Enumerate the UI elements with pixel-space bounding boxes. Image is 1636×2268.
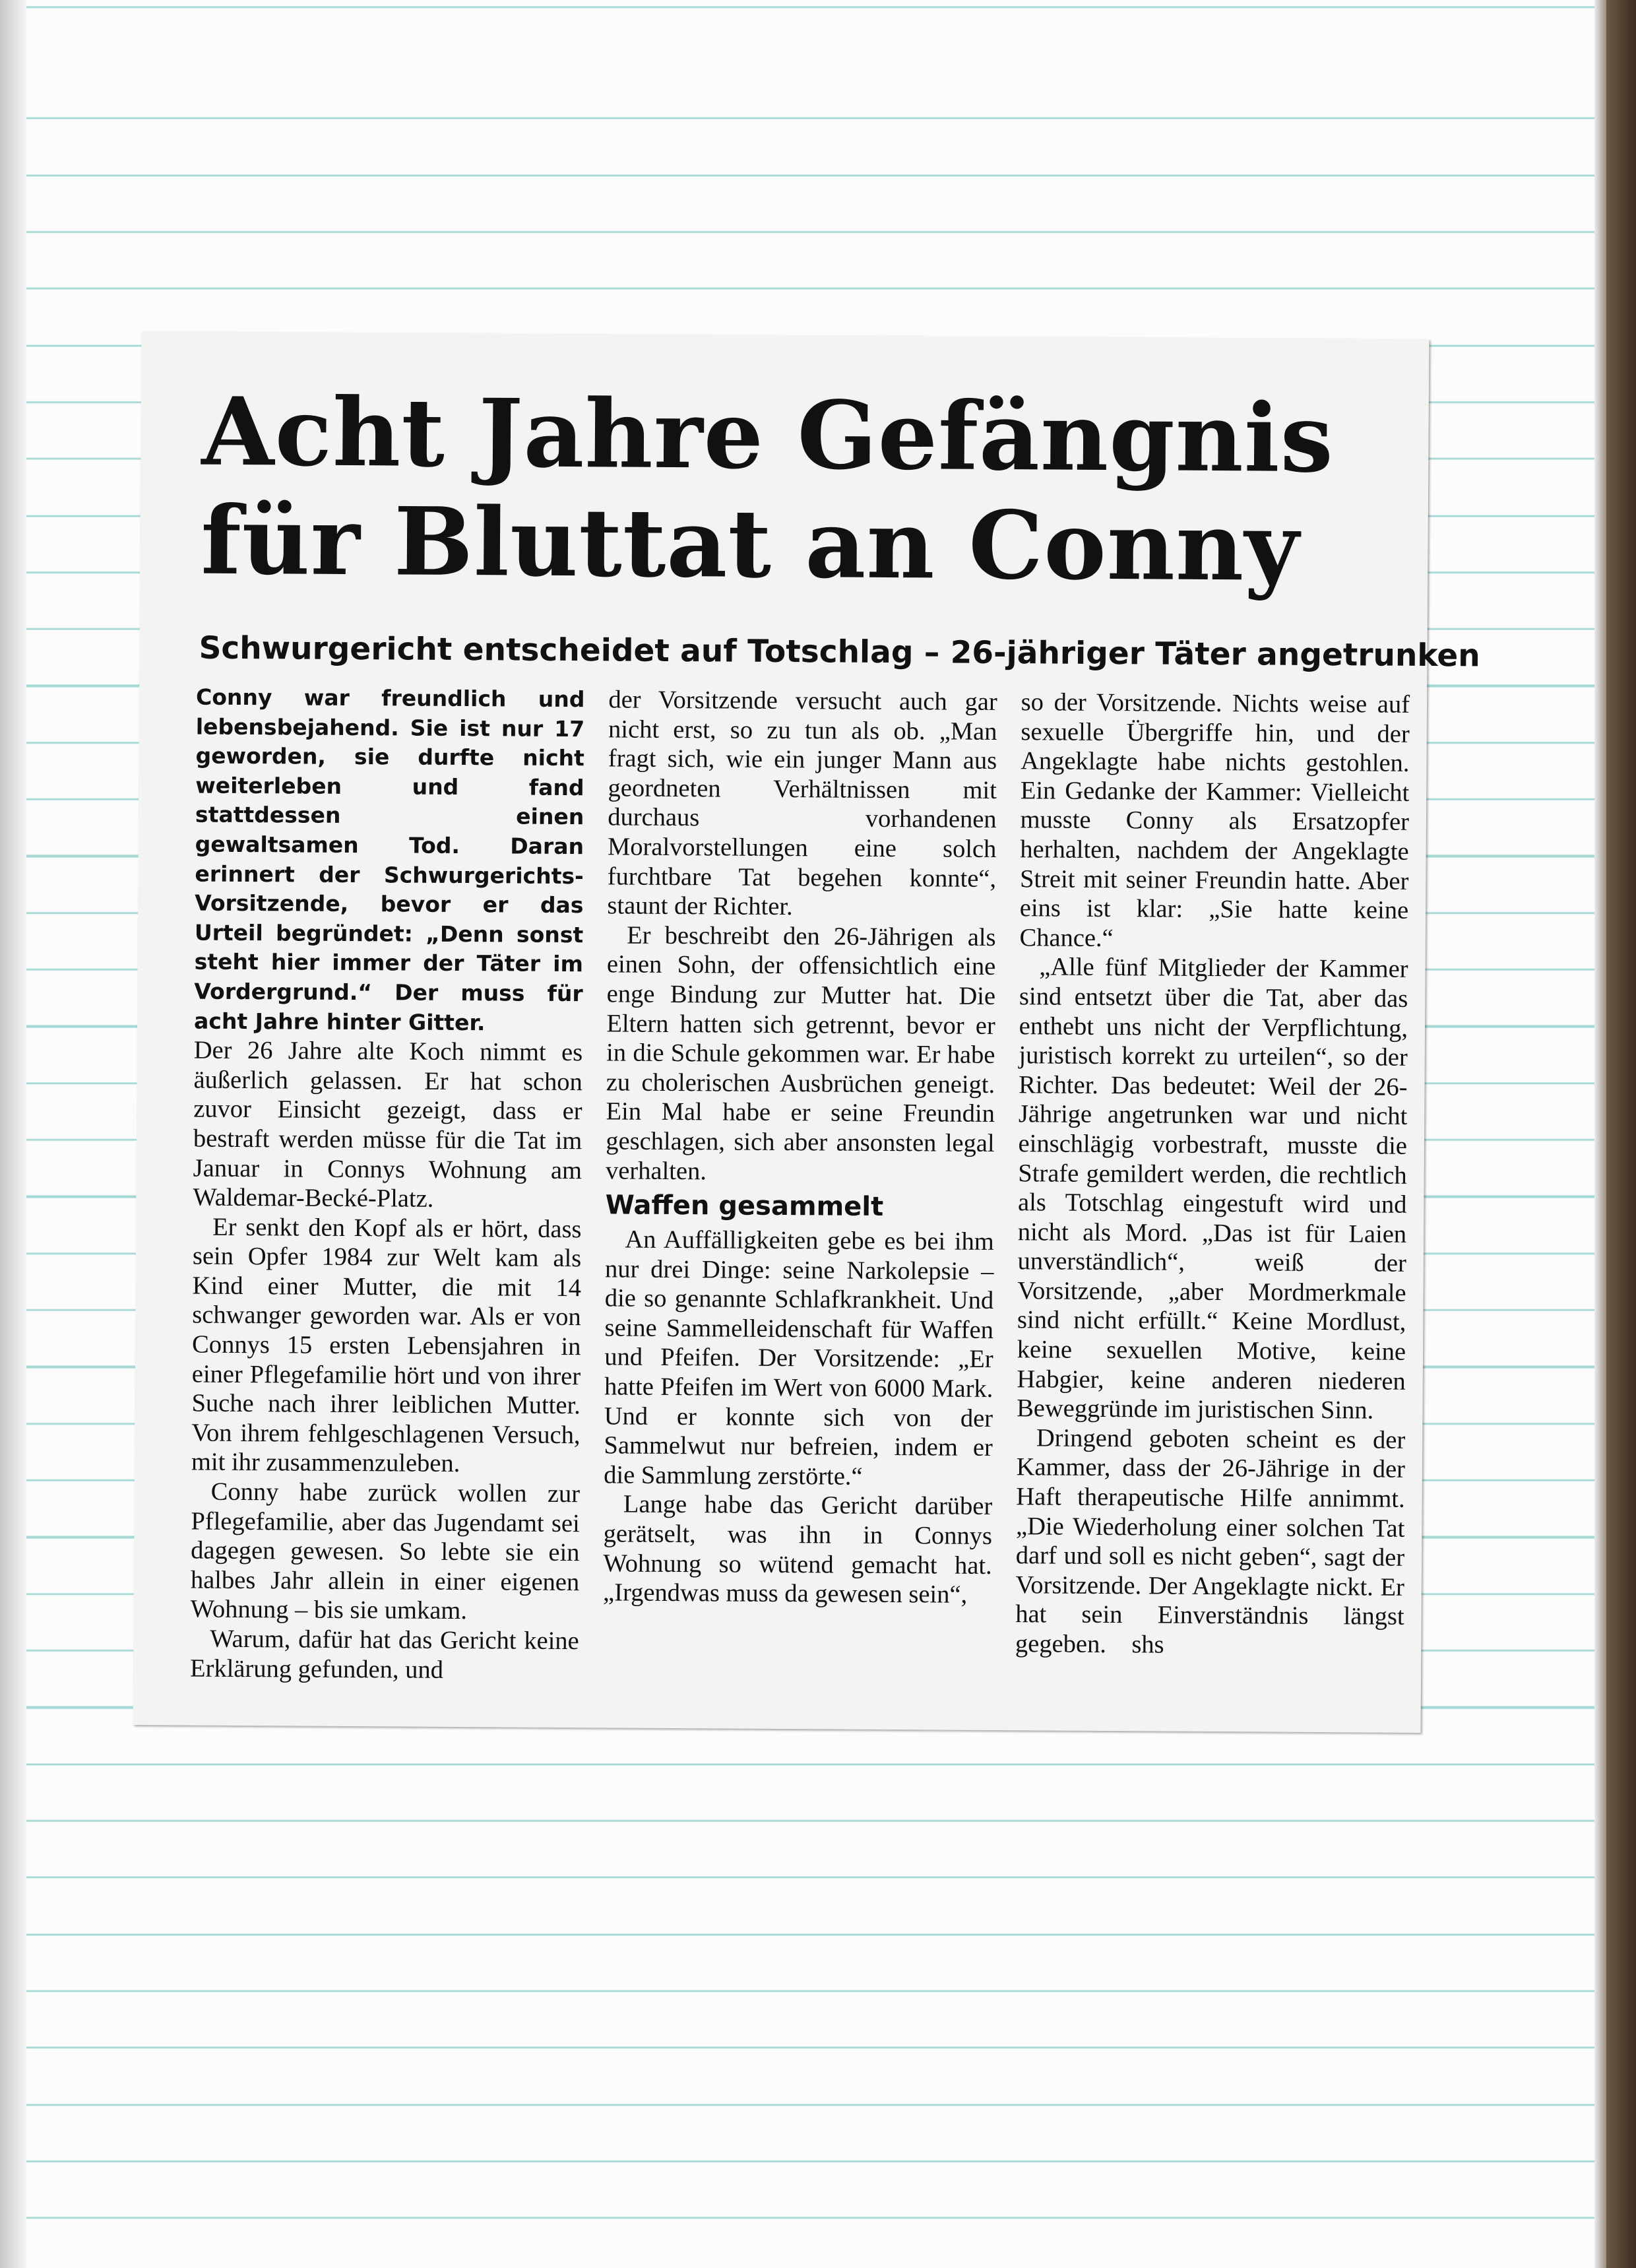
article-columns [190, 683, 1410, 1720]
byline: shs [1131, 1631, 1164, 1659]
paragraph: Der 26 Jahre alte Koch nimmt es äußerlich gelassen. Er hat schon zuvor Einsicht gezeigt, dass er bestraft werden müsse für die Tat im Januar in Connys Wohnung am Waldemar-Becké-Platz. [193, 1036, 583, 1213]
headline [201, 378, 1402, 603]
lead-paragraph: Conny war freundlich und lebensbejahend. Sie ist nur 17 geworden, sie durfte nicht weiterleben und fand stattdessen einen gewaltsamen Tod. Daran erinnert der Schwurgerichts-Vorsitzende, bevor er das Urteil begründet: „Denn sonst steht hier immer der Täter im Vordergrund.“ Der muss für acht Jahre hinter Gitter. [193, 684, 585, 1035]
paragraph: Lange habe das Gericht darüber gerätselt, was ihn in Connys Wohnung so wütend gemacht hat. „Irgendwas muss da gewesen sein“, [603, 1490, 993, 1609]
subheadline: Schwurgericht entscheidet auf Totschlag – 26-jähriger Täter angetrunken [199, 630, 1480, 674]
paragraph: Er beschreibt den 26-Jährigen als einen Sohn, der offensichtlich eine enge Bindung zur Mutter hat. Die Eltern hatten sich getrennt, bevor er in die Schule gekommen war. Er habe zu cholerischen Ausbrüchen geneigt. Ein Mal habe er seine Freundin geschlagen, sich aber ansonsten legal verhalten. [605, 921, 996, 1185]
paragraph: „Alle fünf Mitglieder der Kammer sind entsetzt über die Tat, aber das enthebt uns nicht der Verpflichtung, juristisch korrekt zu urteilen“, so der Richter. Das bedeutet: Weil der 26-Jährige angetrunken war und nicht einschlägig vorbestraft, musste die Strafe gemildert werden, die rechtlich als Totschlag eingestuft wird und nicht als Mord. „Das ist für Laien unverständlich“, weiß der Vorsitzende, „aber Mordmerkmale sind nicht erfüllt.“ Keine Mordlust, keine sexuellen Motive, keine Habgier, keine anderen niederen Beweggründe im juristischen Sinn. [1017, 953, 1408, 1425]
headline-line-2: für Bluttat an Conny [201, 486, 1300, 602]
page-edge [1594, 0, 1606, 2268]
page-gutter-shadow [0, 0, 26, 2268]
paragraph: Conny habe zurück wollen zur Pflegefamilie, aber das Jugendamt sei dagegen gewesen. So lebte sie ein halbes Jahr allein in einer eigenen Wohnung – bis sie umkam. [190, 1477, 581, 1625]
column-3 [1015, 688, 1410, 1720]
paragraph: so der Vorsitzende. Nichts weise auf sexuelle Übergriffe hin, und der Angeklagte habe nichts gestohlen. Ein Gedanke der Kammer: Vielleicht musste Conny als Ersatzopfer herhalten, nachdem der Angeklagte Streit mit seiner Freundin hatte. Aber eins ist klar: „Sie hatte keine Chance.“ [1019, 688, 1410, 952]
paragraph: Er senkt den Kopf als er hört, dass sein Opfer 1984 zur Welt kam als Kind einer Mutter, die mit 14 schwanger geworden war. Als er von Connys 15 ersten Lebensjahren in einer Pflegefamilie hört und von ihrer Suche nach ihrer leiblichen Mutter. Von ihrem fehlgeschlagenen Versuch, mit ihr zusammenzuleben. [191, 1213, 582, 1478]
newspaper-clipping [133, 331, 1480, 1733]
paragraph: Warum, dafür hat das Gericht keine Erklärung gefunden, und [189, 1625, 579, 1684]
headline-line-1: Acht Jahre Gefängnis [201, 377, 1335, 494]
binder-edge [1606, 0, 1636, 2268]
paragraph: An Auffälligkeiten gebe es bei ihm nur drei Dinge: seine Narkolepsie – die so genannte Schlafkrankheit. Und seine Sammelleidenschaft für Waffen und Pfeifen. Der Vorsitzende: „Er hatte Pfeifen im Wert von 6000 Mark. Und er konnte sich von der Sammelwut nur befreien, indem er die Sammlung zerstörte.“ [604, 1225, 994, 1491]
paragraph-text: Dringend geboten scheint es der Kammer, dass der 26-Jährige in der Haft therapeutische Hilfe annimmt. „Die Wiederholung einer solchen Tat darf und soll es nicht geben“, sagt der Vorsitzende. Der Angeklagte nickt. Er hat sein Einverständnis längst gegeben. [1015, 1424, 1406, 1659]
paragraph: der Vorsitzende versucht auch gar nicht erst, so zu tun als ob. „Man fragt sich, wie ein junger Mann aus geordneten Verhältnissen mit durchaus vorhandenen Moralvorstellungen eine solch furchtbare Tat begehen konnte“, staunt der Richter. [607, 686, 997, 921]
column-1 [190, 683, 585, 1715]
paragraph [1015, 1423, 1405, 1661]
column-2 [602, 685, 997, 1717]
section-subhead: Waffen gesammelt [605, 1190, 884, 1223]
